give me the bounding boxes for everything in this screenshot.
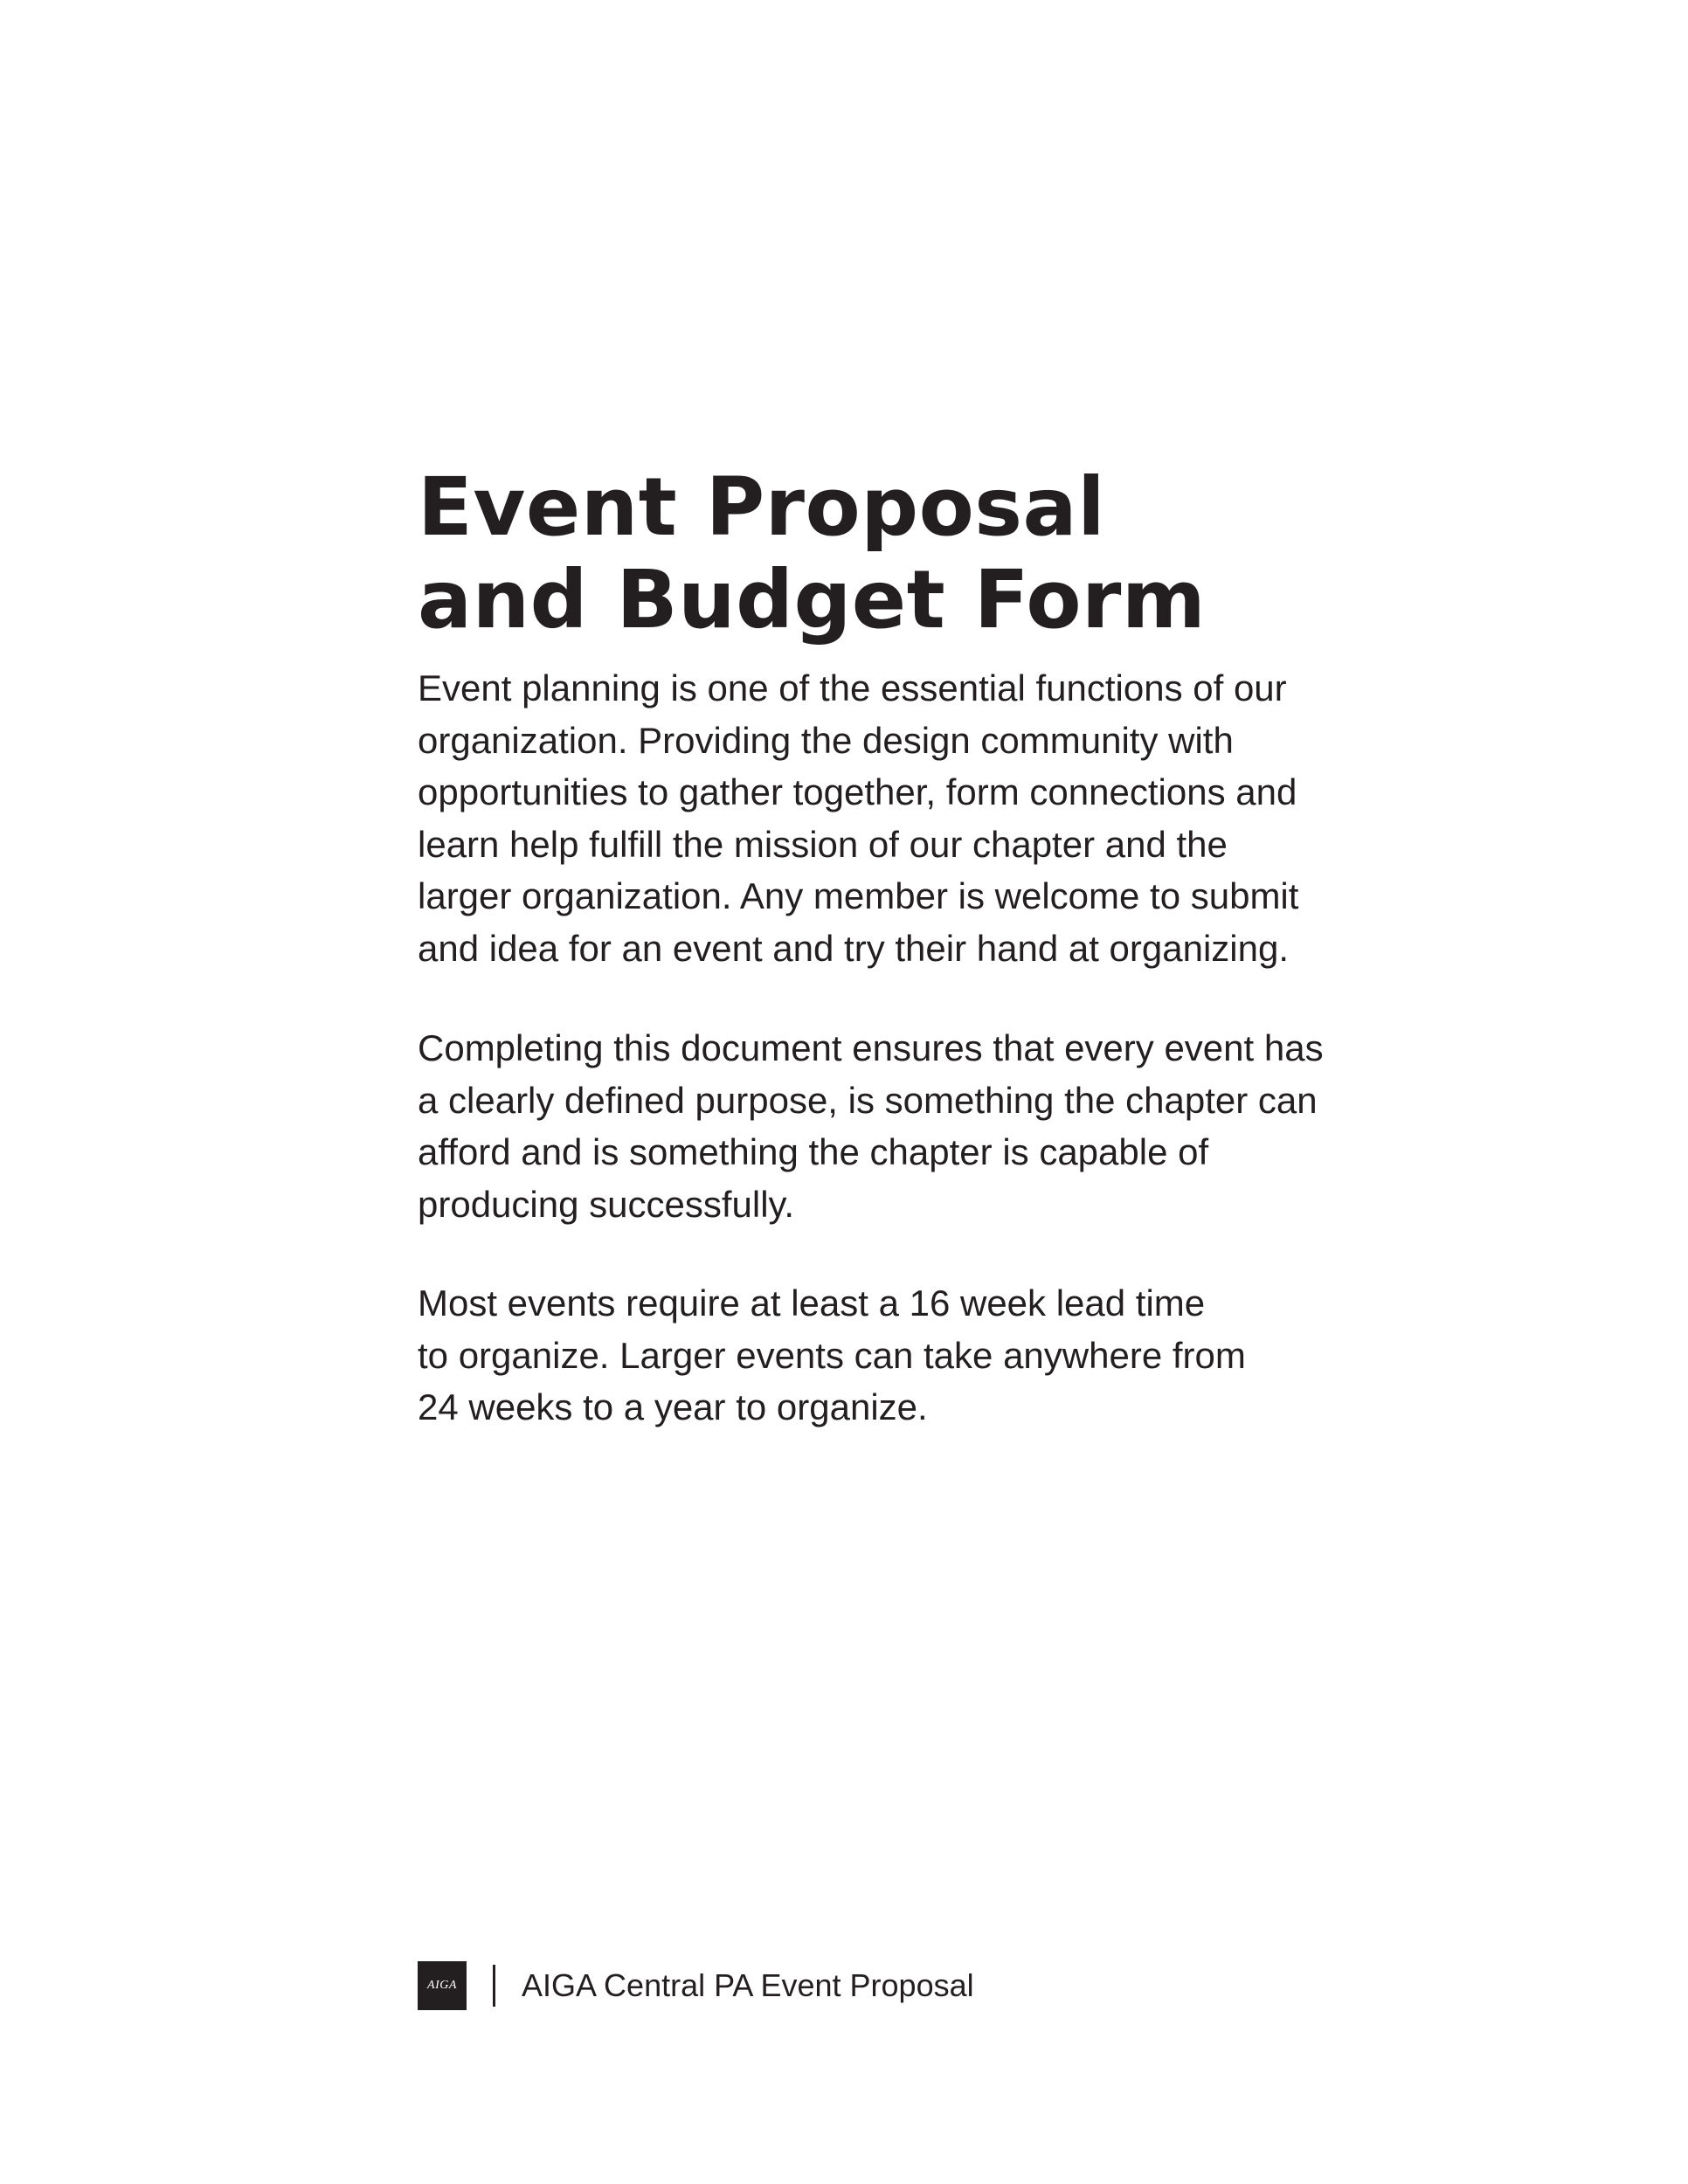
- paragraph-line: opportunities to gather together, form connections and: [418, 771, 1297, 812]
- paragraph-line: 24 weeks to a year to organize.: [418, 1386, 928, 1427]
- paragraph-line: to organize. Larger events can take anywhere from: [418, 1334, 1246, 1376]
- paragraph-line: afford and is something the chapter is capable of: [418, 1131, 1209, 1172]
- paragraph-line: Completing this document ensures that every event has: [418, 1027, 1324, 1068]
- aiga-logo: [418, 1961, 467, 2010]
- footer-divider: [493, 1965, 495, 2007]
- paragraph-line: organization. Providing the design community with: [418, 719, 1234, 761]
- paragraph-line: a clearly defined purpose, is something the chapter can: [418, 1079, 1318, 1121]
- lead-time-paragraph: [418, 1277, 1396, 1434]
- paragraph-line: Event planning is one of the essential functions of our: [418, 667, 1287, 708]
- page-title: [418, 461, 1206, 646]
- page-footer: [418, 1961, 974, 2010]
- paragraph-line: and idea for an event and try their hand at organizing.: [418, 927, 1290, 969]
- title-line-2: and Budget Form: [418, 553, 1207, 646]
- intro-paragraph: [418, 662, 1396, 974]
- purpose-paragraph: [418, 1022, 1396, 1230]
- paragraph-line: Most events require at least a 16 week lead time: [418, 1282, 1206, 1324]
- paragraph-line: learn help fulfill the mission of our chapter and the: [418, 823, 1228, 865]
- paragraph-line: producing successfully.: [418, 1183, 795, 1225]
- paragraph-line: larger organization. Any member is welcome to submit: [418, 875, 1299, 916]
- aiga-logo-text: AIGA: [427, 1979, 457, 1992]
- footer-label: AIGA Central PA Event Proposal: [522, 1967, 974, 2003]
- title-line-1: Event Proposal: [418, 460, 1106, 554]
